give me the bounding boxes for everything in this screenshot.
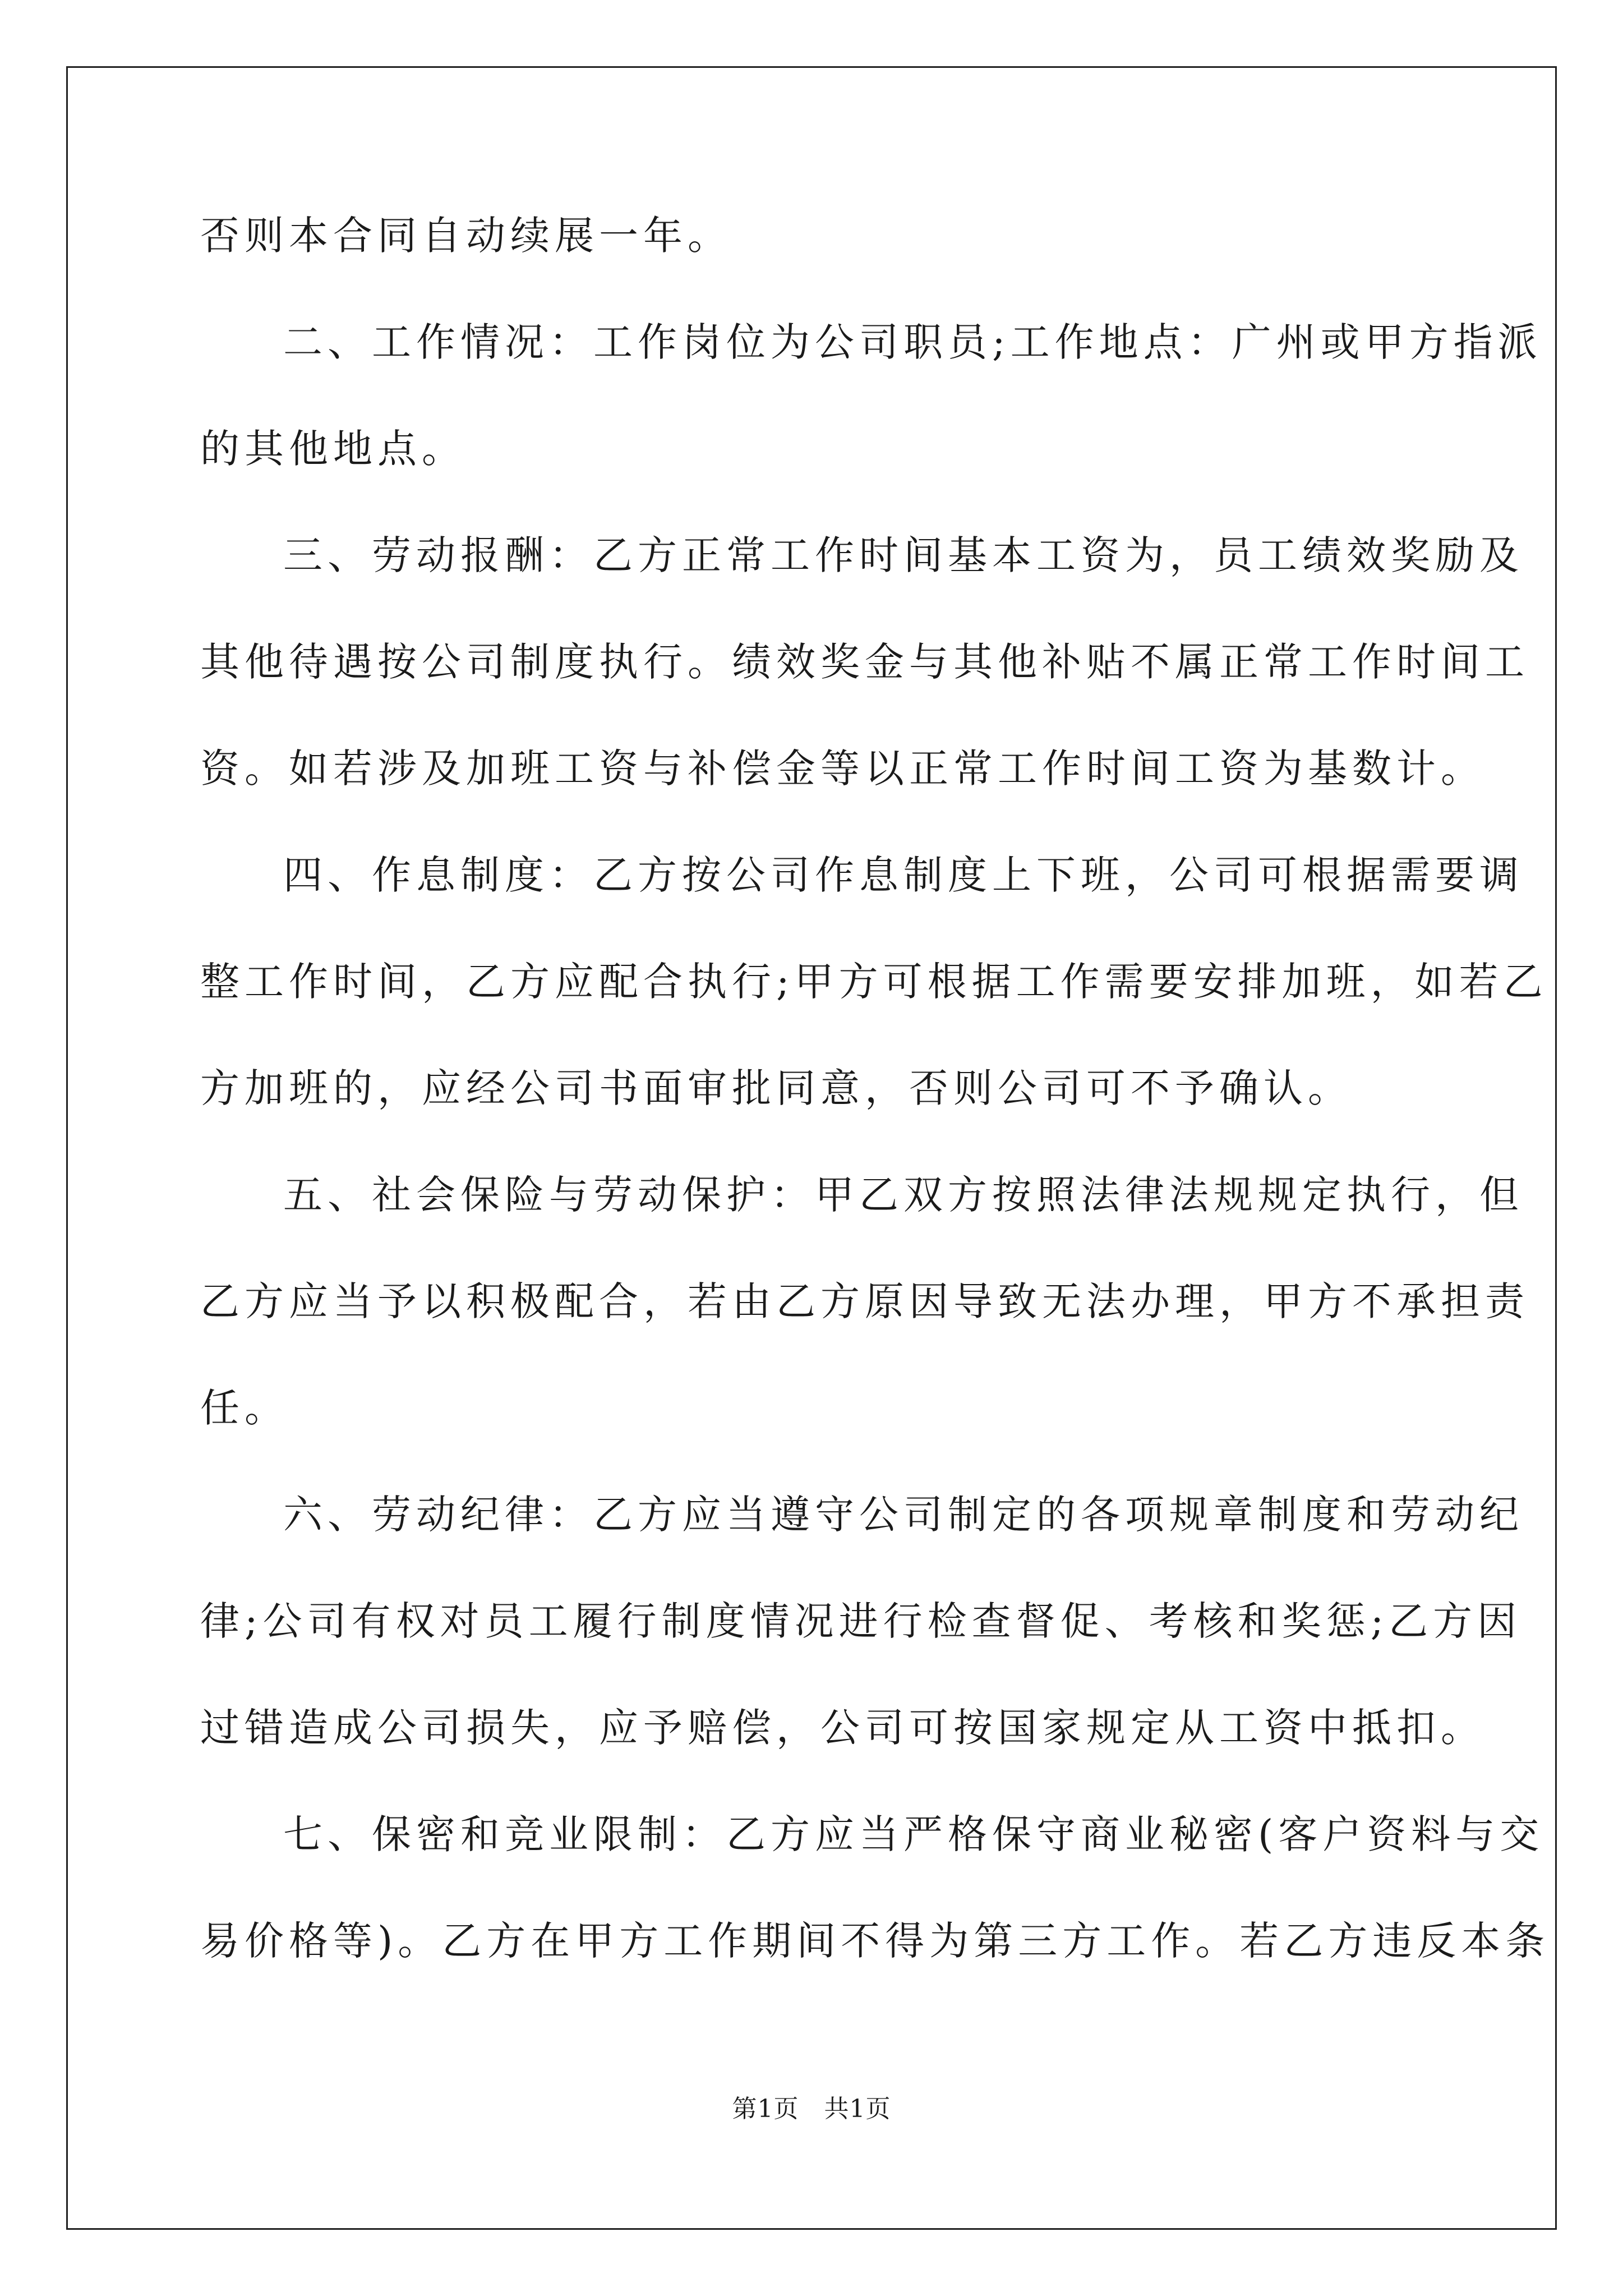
text-line: 乙方应当予以积极配合，若由乙方原因导致无法办理，甲方不承担责: [200, 1278, 1529, 1324]
document-body: [200, 203, 1550, 2015]
text-line: 其他待遇按公司制度执行。绩效奖金与其他补贴不属正常工作时间工: [200, 639, 1529, 685]
text-line: 的其他地点。: [200, 426, 466, 472]
text-line: 五、社会保险与劳动保护：甲乙双方按照法律法规规定执行，但: [283, 1172, 1524, 1218]
text-line: 资。如若涉及加班工资与补偿金等以正常工作时间工资为基数计。: [200, 746, 1485, 792]
text-line: 四、作息制度：乙方按公司作息制度上下班，公司可根据需要调: [283, 852, 1524, 898]
page-number-footer: 第1页 共1页: [732, 2095, 891, 2123]
text-line: 二、工作情况：工作岗位为公司职员;工作地点：广州或甲方指派: [283, 319, 1542, 365]
text-line: 方加班的，应经公司书面审批同意，否则公司可不予确认。: [200, 1065, 1352, 1111]
text-line: 过错造成公司损失，应予赔偿，公司可按国家规定从工资中抵扣。: [200, 1705, 1485, 1751]
text-line: 否则本合同自动续展一年。: [200, 213, 732, 259]
text-line: 三、劳动报酬：乙方正常工作时间基本工资为，员工绩效奖励及: [283, 532, 1524, 578]
text-line: 任。: [200, 1385, 289, 1431]
text-line: 整工作时间，乙方应配合执行;甲方可根据工作需要安排加班，如若乙: [200, 959, 1548, 1005]
text-line: 六、劳动纪律：乙方应当遵守公司制定的各项规章制度和劳动纪: [283, 1492, 1524, 1538]
text-line: 七、保密和竞业限制：乙方应当严格保守商业秘密(客户资料与交: [283, 1811, 1544, 1857]
text-line: 易价格等)。乙方在甲方工作期间不得为第三方工作。若乙方违反本条: [200, 1918, 1550, 1964]
text-line: 律;公司有权对员工履行制度情况进行检查督促、考核和奖惩;乙方因: [200, 1598, 1522, 1644]
